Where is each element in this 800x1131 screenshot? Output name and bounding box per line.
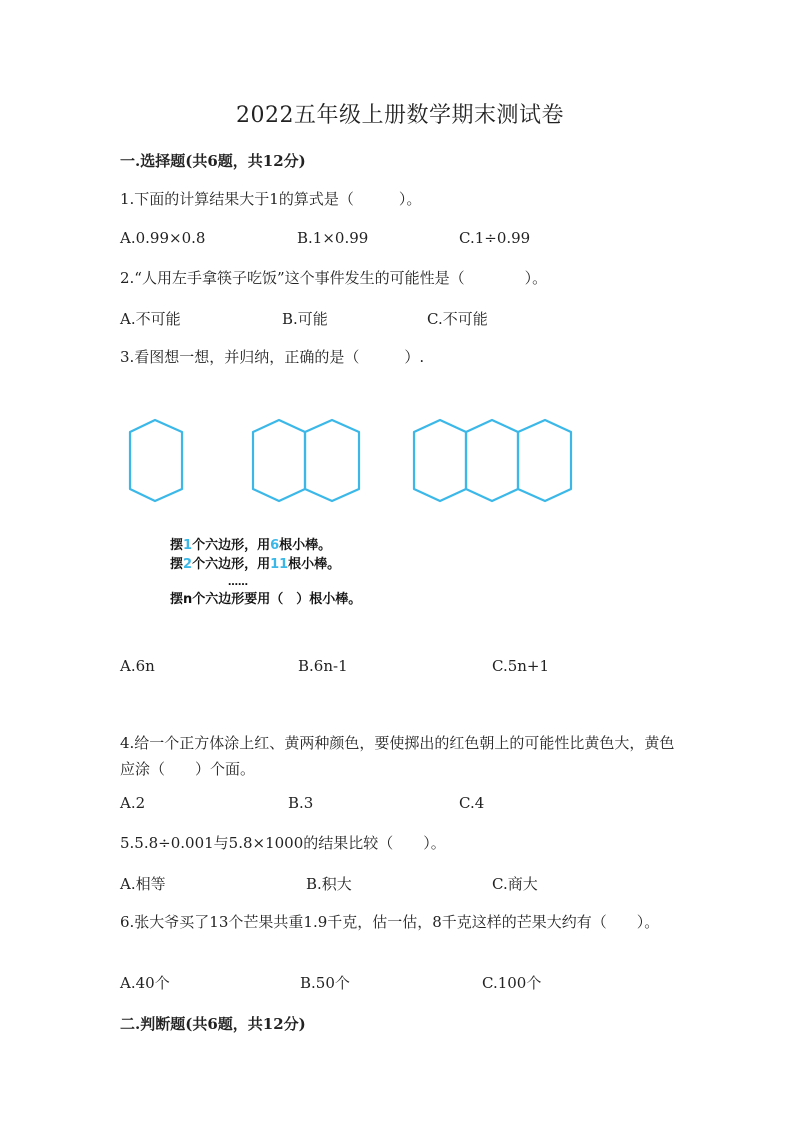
hexagon-3a bbox=[414, 420, 466, 501]
question-6: 6.张大爷买了13个芒果共重1.9千克，估一估，8千克这样的芒果大约有（ ）。 bbox=[120, 913, 660, 931]
q5-option-b: B.积大 bbox=[306, 875, 352, 893]
question-3: 3.看图想一想，并归纳，正确的是（ ）. bbox=[120, 348, 425, 366]
q1-option-b: B.1×0.99 bbox=[297, 229, 369, 247]
hexagon-figure-svg bbox=[120, 405, 590, 620]
figure-line-2: 摆2个六边形，用11根小棒。 bbox=[170, 557, 341, 572]
question-5: 5.5.8÷0.001与5.8×1000的结果比较（ ）。 bbox=[120, 834, 446, 852]
hexagon-2b bbox=[305, 420, 359, 501]
q6-option-c: C.100个 bbox=[482, 974, 542, 992]
section-heading-judgment: 二.判断题(共6题，共12分) bbox=[120, 1015, 306, 1033]
q2-option-b: B.可能 bbox=[282, 310, 328, 328]
hexagon-2a bbox=[253, 420, 305, 501]
q4-option-a: A.2 bbox=[120, 794, 146, 812]
q3-option-b: B.6n-1 bbox=[298, 657, 348, 675]
hexagon-figure bbox=[120, 405, 590, 620]
section-heading-choice: 一.选择题(共6题，共12分) bbox=[120, 152, 306, 170]
figure-ellipsis: …… bbox=[228, 577, 248, 588]
q3-option-a: A.6n bbox=[120, 657, 155, 675]
q2-option-a: A.不可能 bbox=[120, 310, 181, 328]
question-4: 4.给一个正方体涂上红、黄两种颜色，要使掷出的红色朝上的可能性比黄色大，黄色应涂（ ）个面。 bbox=[120, 734, 675, 778]
question-1: 1.下面的计算结果大于1的算式是（ ）。 bbox=[120, 190, 422, 208]
q3-option-c: C.5n+1 bbox=[492, 657, 550, 675]
figure-line-1: 摆1个六边形，用6根小棒。 bbox=[170, 538, 332, 553]
page-title: 2022五年级上册数学期末测试卷 bbox=[236, 103, 564, 128]
hexagon-3b bbox=[466, 420, 518, 501]
q6-option-b: B.50个 bbox=[300, 974, 350, 992]
q5-option-c: C.商大 bbox=[492, 875, 538, 893]
figure-line-3: 摆n个六边形要用（ ）根小棒。 bbox=[170, 592, 362, 607]
q1-option-c: C.1÷0.99 bbox=[459, 229, 531, 247]
q5-option-a: A.相等 bbox=[120, 875, 166, 893]
q4-option-c: C.4 bbox=[459, 794, 485, 812]
hexagon-3c bbox=[518, 420, 571, 501]
hexagon-1 bbox=[130, 420, 182, 501]
q1-option-a: A.0.99×0.8 bbox=[120, 229, 206, 247]
q6-option-a: A.40个 bbox=[120, 974, 170, 992]
hexagon-drawings bbox=[130, 420, 571, 501]
q2-option-c: C.不可能 bbox=[427, 310, 488, 328]
question-2: 2.“人用左手拿筷子吃饭”这个事件发生的可能性是（ ）。 bbox=[120, 269, 548, 287]
q4-option-b: B.3 bbox=[288, 794, 314, 812]
